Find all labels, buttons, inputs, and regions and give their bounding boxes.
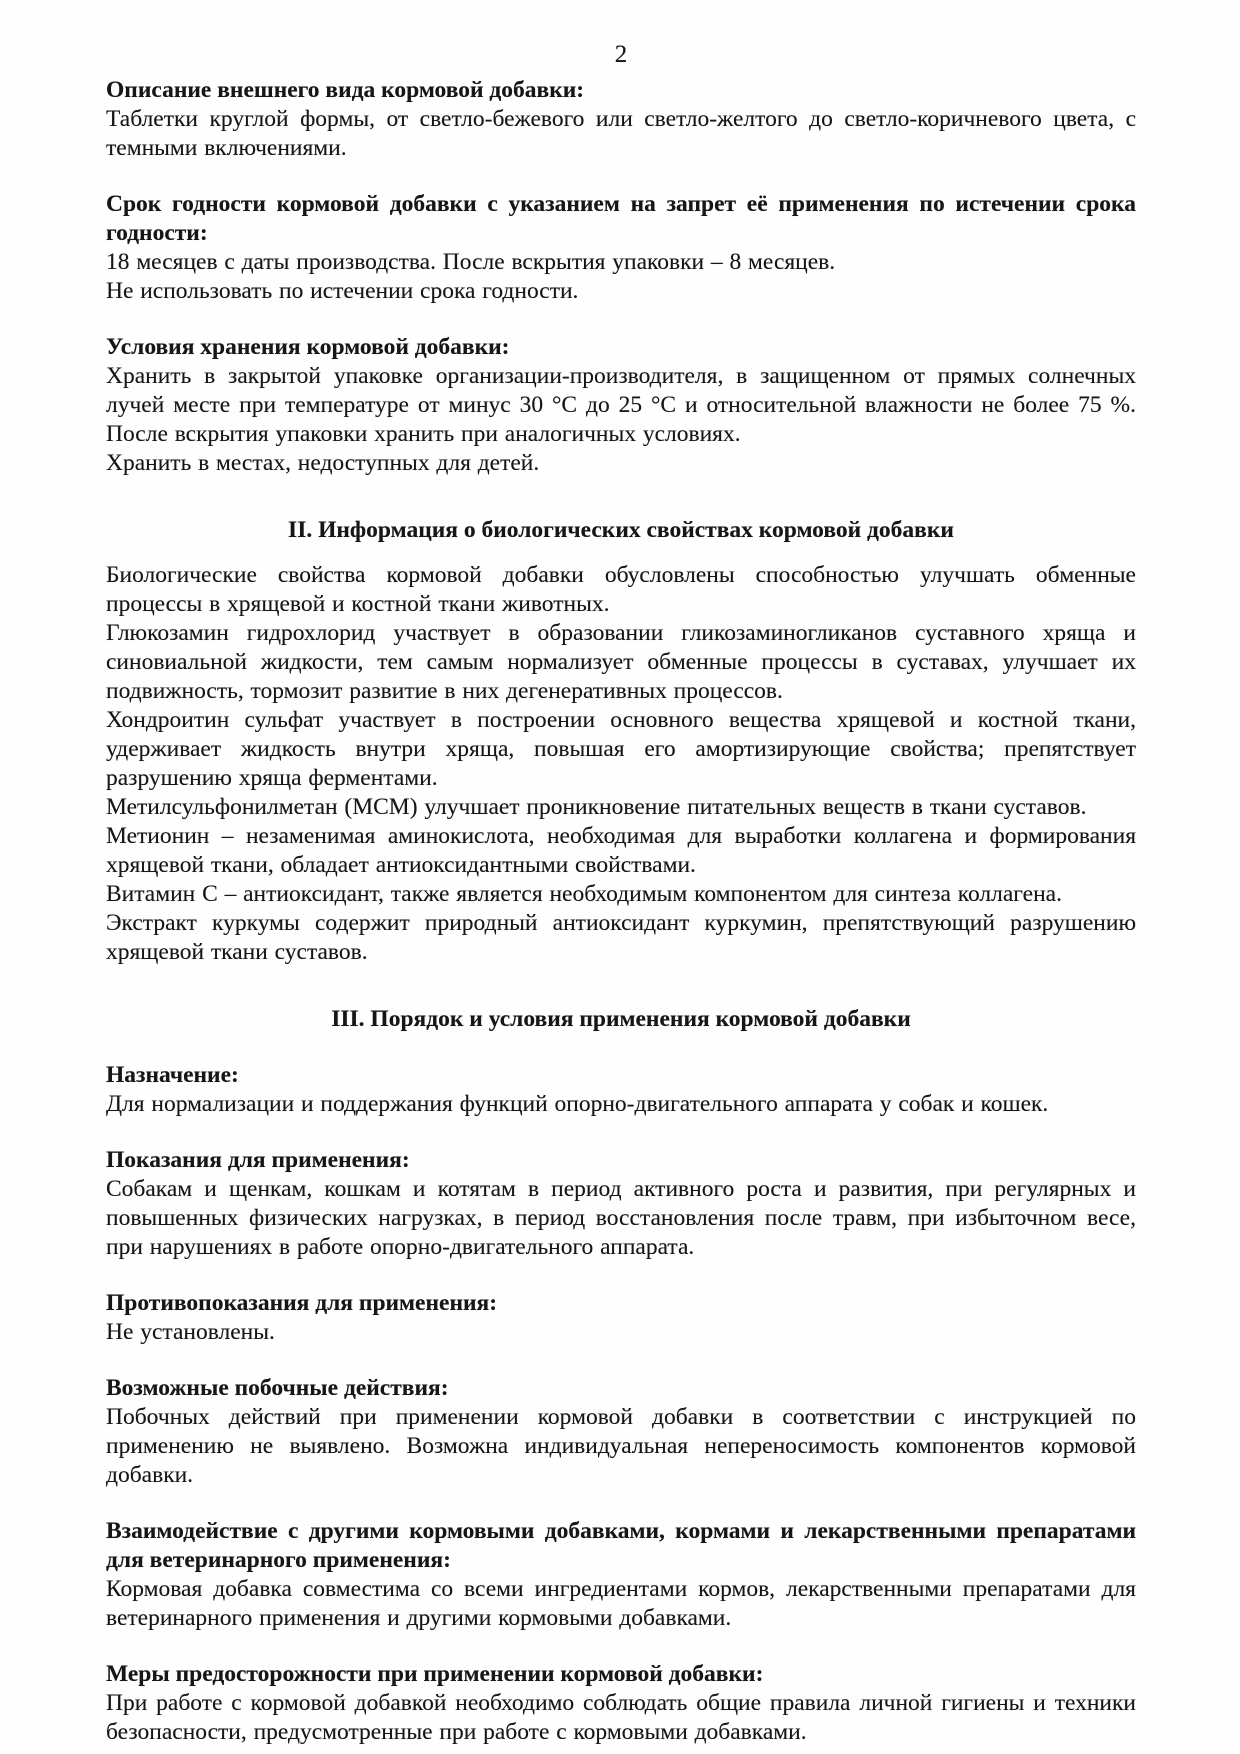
section-heading-centered: II. Информация о биологических свойствах кормовой добавки	[288, 517, 954, 543]
section-heading-centered: III. Порядок и условия применения кормовой добавки	[331, 1006, 911, 1032]
paragraph: Таблетки круглой формы, от светло-бежевого или светло-желтого до светло-коричневого цвета, с темными включениями.	[106, 106, 1136, 161]
section-interactions	[106, 1517, 1136, 1633]
paragraph: Хранить в местах, недоступных для детей.	[106, 450, 540, 476]
section-usage-order	[106, 1005, 1136, 1034]
paragraph: Хранить в закрытой упаковке организации-производителя, в защищенном от прямых солнечных лучей месте при температуре от минус 30 °С до 25 °С и относительной влажности не более 75 %. После вскрытия упаковки хранить при аналогичных условиях.	[106, 363, 1136, 447]
section-heading: Показания для применения:	[106, 1147, 410, 1173]
paragraph: Метионин – незаменимая аминокислота, необходимая для выработки коллагена и формирования хрящевой ткани, обладает антиоксидантными свойствами.	[106, 823, 1136, 878]
section-heading: Меры предосторожности при применении кормовой добавки:	[106, 1661, 764, 1687]
paragraph: При работе с кормовой добавкой необходимо соблюдать общие правила личной гигиены и техники безопасности, предусмотренные при работе с кормовыми добавками.	[106, 1690, 1136, 1745]
section-contraindications	[106, 1289, 1136, 1347]
paragraph: Для нормализации и поддержания функций опорно-двигательного аппарата у собак и кошек.	[106, 1091, 1049, 1117]
section-purpose	[106, 1061, 1136, 1119]
section-precautions	[106, 1660, 1136, 1747]
paragraph: Побочных действий при применении кормовой добавки в соответствии с инструкцией по применению не выявлено. Возможна индивидуальная непереносимость компонентов кормовой добавки.	[106, 1404, 1136, 1488]
section-heading: Назначение:	[106, 1062, 239, 1088]
page-number: 2	[614, 41, 628, 68]
paragraph: 18 месяцев с даты производства. После вскрытия упаковки – 8 месяцев.	[106, 249, 836, 275]
section-storage-conditions	[106, 333, 1136, 478]
paragraph: Биологические свойства кормовой добавки обусловлены способностью улучшать обменные процессы в хрящевой и костной ткани животных.	[106, 562, 1136, 617]
section-heading: Взаимодействие с другими кормовыми добавками, кормами и лекарственными препаратами для ветеринарного применения:	[106, 1518, 1136, 1573]
paragraph: Собакам и щенкам, кошкам и котятам в период активного роста и развития, при регулярных и повышенных физических нагрузках, в период восстановления после травм, при избыточном весе, при нарушениях в работе опорно-двигательного аппарата.	[106, 1176, 1136, 1260]
paragraph: Метилсульфонилметан (МСМ) улучшает проникновение питательных веществ в ткани суставов.	[106, 794, 1087, 820]
section-biological-properties	[106, 516, 1136, 967]
section-heading: Описание внешнего вида кормовой добавки:	[106, 77, 585, 103]
paragraph: Глюкозамин гидрохлорид участвует в образовании гликозаминогликанов суставного хряща и синовиальной жидкости, тем самым нормализует обменные процессы в суставах, улучшает их подвижность, тормозит развитие в них дегенеративных процессов.	[106, 620, 1136, 704]
section-heading: Срок годности кормовой добавки с указанием на запрет её применения по истечении срока годности:	[106, 191, 1136, 246]
paragraph: Кормовая добавка совместима со всеми ингредиентами кормов, лекарственными препаратами для ветеринарного применения и другими кормовыми добавками.	[106, 1576, 1136, 1631]
section-side-effects	[106, 1374, 1136, 1490]
paragraph: Экстракт куркумы содержит природный антиоксидант куркумин, препятствующий разрушению хрящевой ткани суставов.	[106, 910, 1136, 965]
section-shelf-life	[106, 190, 1136, 306]
paragraph: Не использовать по истечении срока годности.	[106, 278, 579, 304]
paragraph: Хондроитин сульфат участвует в построении основного вещества хрящевой и костной ткани, удерживает жидкость внутри хряща, повышая его амортизирующие свойства; препятствует разрушению хряща ферментами.	[106, 707, 1136, 791]
paragraph: Не установлены.	[106, 1319, 275, 1345]
section-indications	[106, 1146, 1136, 1262]
section-heading: Условия хранения кормовой добавки:	[106, 334, 510, 360]
paragraph: Витамин С – антиоксидант, также является необходимым компонентом для синтеза коллагена.	[106, 881, 1062, 907]
section-heading: Противопоказания для применения:	[106, 1290, 498, 1316]
section-heading: Возможные побочные действия:	[106, 1375, 449, 1401]
section-appearance	[106, 76, 1136, 163]
